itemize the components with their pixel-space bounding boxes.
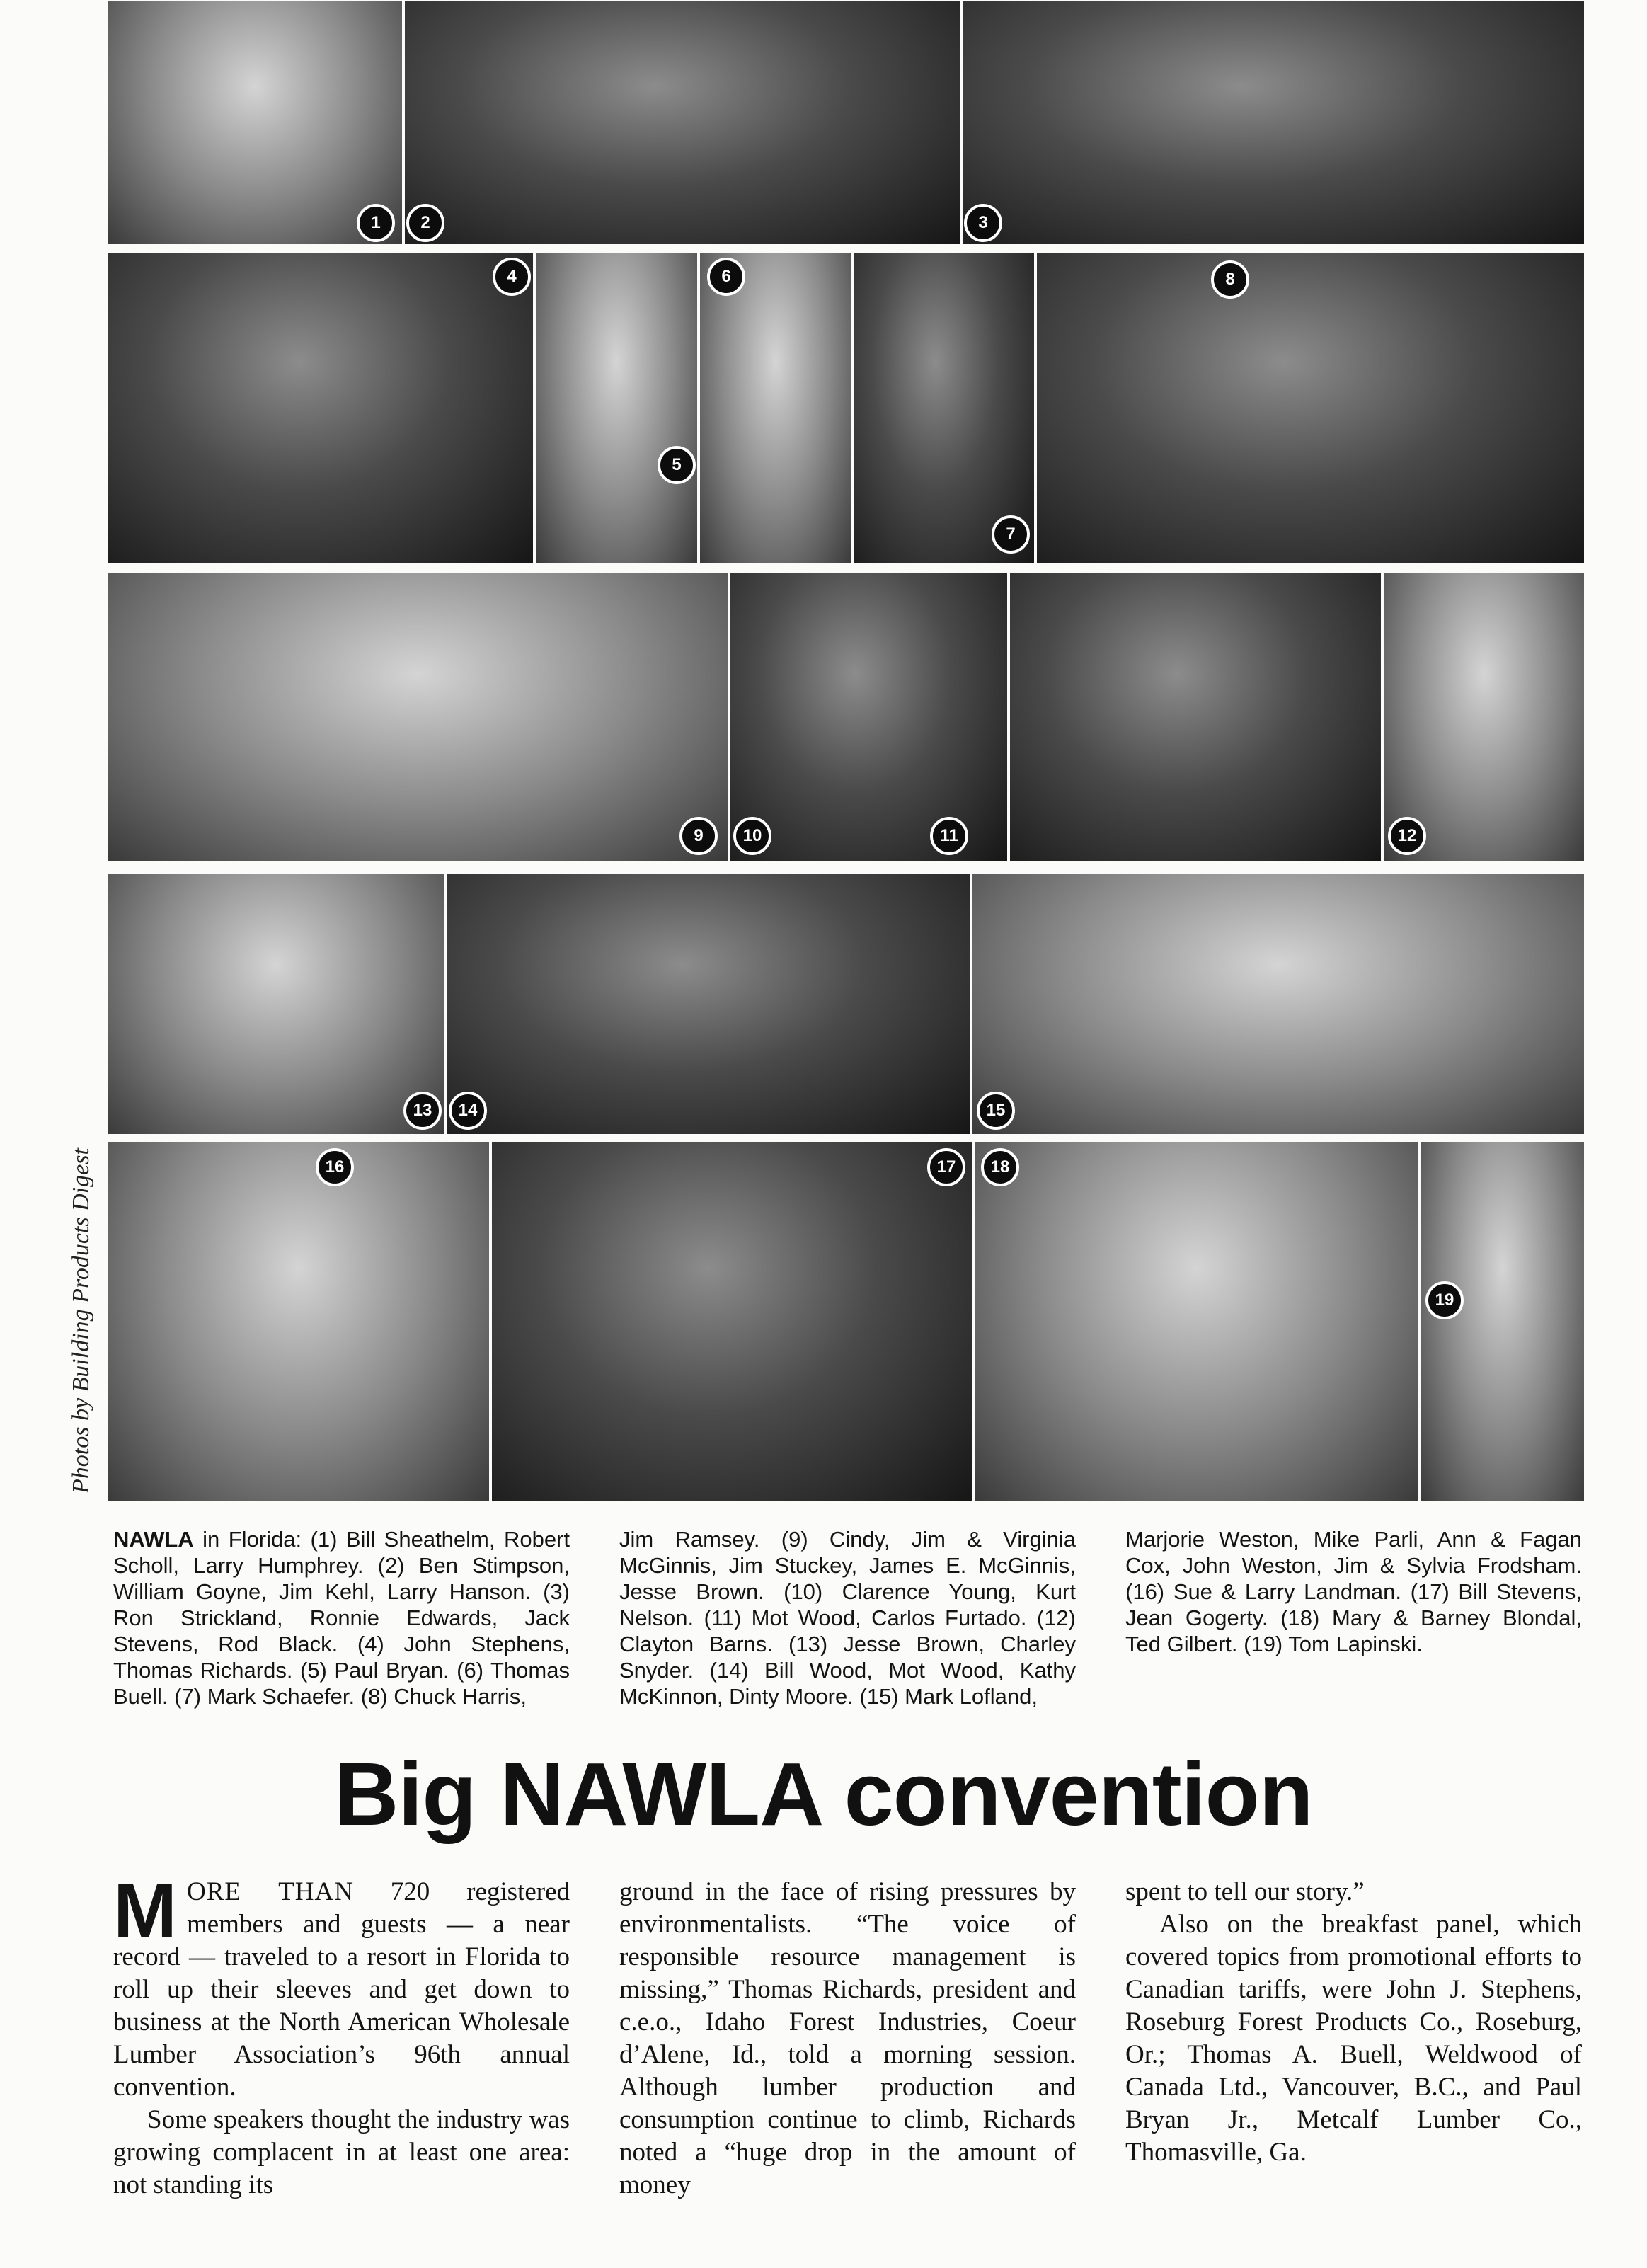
photo-number-badge: 3	[964, 204, 1002, 242]
photo-12	[1382, 572, 1585, 862]
photo-5	[534, 252, 699, 565]
photo-10-11	[729, 572, 1009, 862]
paragraph: 720 registered members and guests — a near record — traveled to a resort in Florida to roll up their sleeves and get down to business at the North American Wholesale Lumber Association’s 96th annual convention.	[113, 1877, 570, 2102]
photo-2	[403, 0, 961, 245]
photo-6	[699, 252, 853, 565]
caption-text: in Florida: (1) Bill Sheathelm, Robert Scholl, Larry Humphrey. (2) Ben Stimpson, William Goyne, Jim Kehl, Larry Hanson. (3) Ron Strickland, Ronnie Edwards, Jack Stevens, Rod Black. (4) John Stephens, Thomas Richards. (5) Paul Bryan. (6) Thomas Buell. (7) Mark Schaefer. (8) Chuck Harris,	[113, 1527, 570, 1709]
drop-cap: M	[113, 1867, 177, 1953]
paragraph: spent to tell our story.”	[1125, 1877, 1365, 1906]
caption-lead: NAWLA	[113, 1527, 194, 1552]
photo-number-badge: 14	[449, 1092, 487, 1130]
article-column-1	[113, 1867, 570, 2201]
photo-number-badge: 8	[1211, 260, 1249, 299]
photo-15	[971, 872, 1585, 1135]
photo-16	[106, 1141, 490, 1503]
photo-number-badge: 19	[1425, 1281, 1464, 1319]
photo-number-badge: 16	[316, 1148, 354, 1186]
photo-number-badge: 6	[707, 258, 745, 296]
photo-13	[106, 872, 446, 1135]
photo-number-badge: 13	[403, 1092, 442, 1130]
photo-credit: Photos by Building Products Digest	[68, 1148, 94, 1494]
photo-4	[106, 252, 534, 565]
paragraph: ground in the face of rising pressures by environmentalists. “The voice of responsible resource management is missing,” Thomas Richards, president and c.e.o., Idaho Forest Industries, Coeur d’Alene, Id., told a morning session. Although lumber production and consumption continue to climb, Richards noted a “huge drop in the amount of money	[619, 1877, 1076, 2199]
photo-captions	[113, 1526, 1582, 1709]
photo-18	[974, 1141, 1420, 1503]
photo-number-badge: 18	[981, 1148, 1019, 1186]
caption-column-2: Jim Ramsey. (9) Cindy, Jim & Virginia McGinnis, Jim Stuckey, James E. McGinnis, Jesse Brown. (10) Clarence Young, Kurt Nelson. (11) Mot Wood, Carlos Furtado. (12) Clayton Barns. (13) Jesse Brown, Charley Snyder. (14) Bill Wood, Mot Wood, Kathy McKinnon, Dinty Moore. (15) Mark Lofland,	[619, 1527, 1076, 1709]
photo-number-badge: 7	[992, 515, 1030, 554]
photo-19	[1420, 1141, 1585, 1503]
photo-number-badge: 15	[977, 1092, 1015, 1130]
photo-number-badge: 1	[357, 204, 395, 242]
caption-column-3: Marjorie Weston, Mike Parli, Ann & Fagan Cox, John Weston, Jim & Sylvia Frodsham. (16) Sue & Larry Landman. (17) Bill Stevens, Jean Gogerty. (18) Mary & Barney Blondal, Ted Gilbert. (19) Tom Lapinski.	[1125, 1527, 1582, 1656]
photo-grid	[106, 0, 1585, 1503]
photo-number-badge: 17	[927, 1148, 965, 1186]
photo-1-2	[106, 0, 403, 245]
article-column-2	[619, 1876, 1076, 2201]
photo-17	[490, 1141, 974, 1503]
photo-number-badge: 5	[658, 446, 696, 484]
photo-number-badge: 10	[733, 817, 771, 855]
photo-8	[1035, 252, 1585, 565]
headline: Big NAWLA convention	[334, 1744, 1313, 1844]
photo-number-badge: 11	[930, 817, 968, 855]
article-column-3	[1125, 1876, 1582, 2201]
photo-number-badge: 2	[406, 204, 444, 242]
paragraph: Also on the breakfast panel, which covered topics from promotional efforts to Canadian tariffs, were John J. Stephens, Roseburg Forest Products Co., Roseburg, Or.; Thomas A. Buell, Weldwood of Canada Ltd., Vancouver, B.C., and Paul Bryan Jr., Metcalf Lumber Co., Thomasville, Ga.	[1125, 1910, 1582, 2167]
photo-number-badge: 4	[493, 258, 531, 296]
photo-7	[853, 252, 1035, 565]
photo-number-badge: 12	[1388, 817, 1426, 855]
photo-14	[446, 872, 971, 1135]
caption-column-1	[113, 1526, 570, 1709]
paragraph: Some speakers thought the industry was growing complacent in at least one area: not standing its	[113, 2105, 570, 2199]
photo-number-badge: 9	[679, 817, 718, 855]
photo-9	[106, 572, 729, 862]
article-body	[113, 1867, 1582, 2201]
lead-in: ORE THAN	[186, 1877, 354, 1906]
photo-3	[961, 0, 1585, 245]
photo-11-wall	[1009, 572, 1382, 862]
